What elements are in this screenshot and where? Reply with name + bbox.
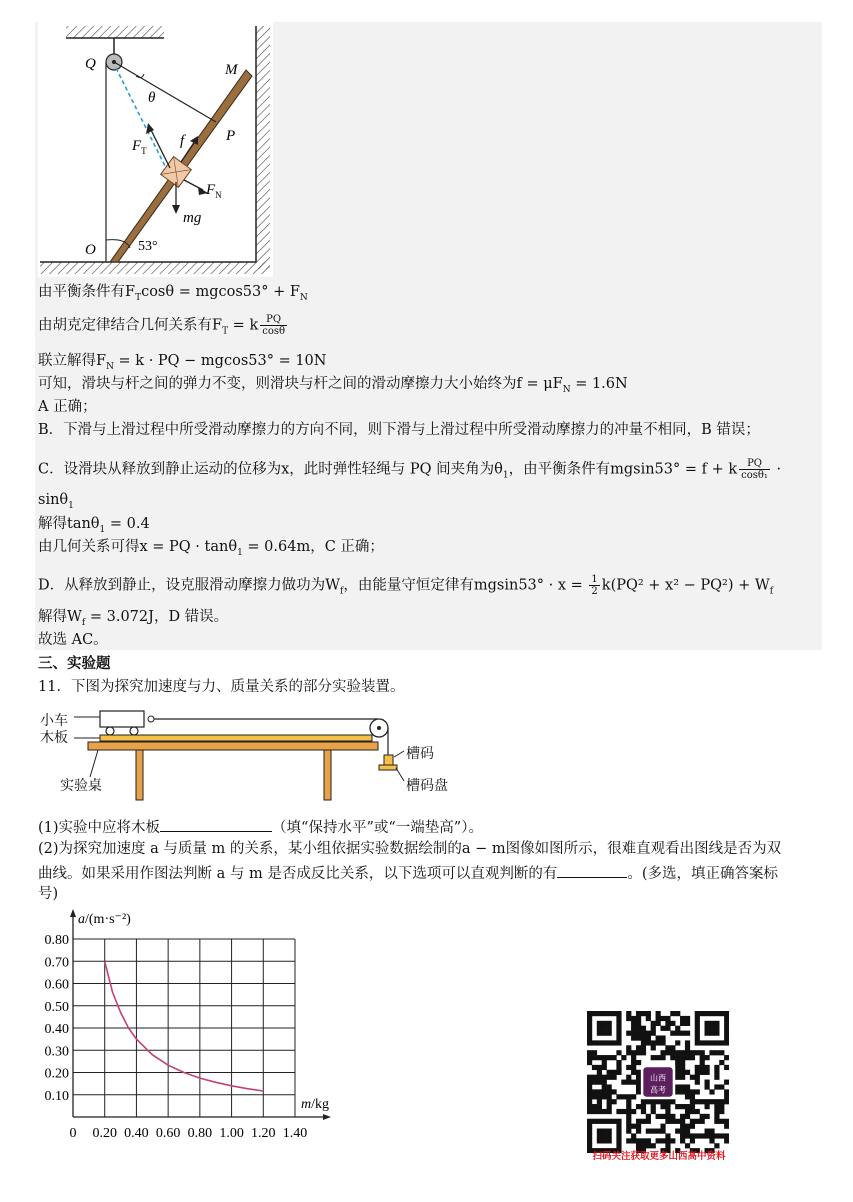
wall-hatch [256,26,270,269]
label-board: 木板 [40,730,68,746]
label-M: M [225,62,238,78]
label-FT: $F_T$ [132,138,147,156]
qr-caption: 扫码关注获取更多山西高中资料 [592,1151,726,1162]
sol-line-11: D．从释放到静止，设克服滑动摩擦力做功为$W_f$，由能量守恒定律有mgsin53° · x = $\frac{1}{2}$ $k(PQ^2 + x^2 - PQ^2) + W_f$ [38,574,774,597]
y-tick-label: 0.40 [44,1022,69,1037]
cart [100,711,144,727]
sol-line-10: 由几何关系可得x = PQ · tanθ$_1$ = 0.64m，C 正确； [38,539,384,558]
y-tick-label: 0.70 [44,955,69,971]
ceiling-hatch [66,26,164,38]
weight [384,755,393,765]
x-tick-label: 0.80 [187,1126,213,1141]
label-53: 53° [138,239,158,254]
q11-part2-line2: 曲线。如果采用作图法判断 a 与 m 是否成反比关系，以下选项可以直观判断的有 。(多选，填正确答案标 [38,863,778,883]
label-Q: Q [85,56,96,72]
label-pan: 槽码盘 [406,778,448,794]
qr-code-image [587,1011,729,1153]
origin-label: 0 [69,1126,77,1141]
label-O: O [85,242,96,258]
label-theta: θ [148,90,156,106]
x-tick-label: 1.40 [282,1126,308,1141]
y-tick-label: 0.80 [44,933,69,948]
x-tick-label: 1.20 [251,1126,276,1141]
label-P: P [226,128,236,144]
sol-line-8: sinθ$_1$ [38,492,74,511]
svg-text:山西: 山西 [650,1073,666,1083]
rod-diagram [38,22,273,277]
floor-hatch [40,262,270,274]
sol-line-7: C．设滑块从释放到静止运动的位移为x，此时弹性轻绳与 PQ 间夹角为$\theta_1$，由平衡条件有mgsin53° = f + k $\frac{PQ}{\text{cosθ₁}}$ · [38,458,782,481]
y-tick-label: 0.50 [44,999,69,1015]
board [100,735,372,741]
x-tick-label: 0.20 [92,1126,117,1141]
a-m-curve [105,961,264,1091]
sol-line-9: 解得tanθ$_1$ = 0.4 [38,516,150,535]
q11-stem: 11．下图为探究加速度与力、质量关系的部分实验装置。 [38,679,405,695]
label-cart: 小车 [40,713,68,729]
label-weight: 槽码 [406,746,434,762]
q11-part2-line1: (2)为探究加速度 a 与质量 m 的关系，某小组依据实验数据绘制的a − m图像如图所示，很难直观看出图线是否为双 [38,841,782,857]
sol-line-2: 由胡克定律结合几何关系有$F_T = k$ $\frac{PQ}{\cos\theta}$ [38,314,286,337]
y-tick-label: 0.30 [44,1044,69,1060]
sol-line-12: 解得$W_f = 3.072J$，D 错误。 [38,609,229,628]
x-tick-label: 1.00 [219,1126,244,1141]
y-tick-label: 0.60 [44,977,69,993]
label-FN: $F_N$ [206,182,222,200]
y-tick-label: 0.20 [44,1066,69,1082]
label-f: f [180,133,185,149]
sol-line-5: A 正确； [38,399,97,415]
sol-line-3: 联立解得$F_N = k$ · PQ − mgcos53° = 10N [38,353,327,372]
y-axis-arrow [70,909,76,917]
q11-part1: (1)实验中应将木板 （填“保持水平”或“一端垫高”）。 [38,817,483,837]
sol-line-1: 由平衡条件有$F_T\cos\theta = mgcos53^\circ + F_N$ [38,284,308,303]
x-tick-label: 0.40 [124,1126,149,1141]
weight-pan [379,765,397,770]
y-axis-label: a/(m·s⁻²) [78,912,131,927]
x-axis-label: m/kg [301,1097,330,1112]
label-mg: mg [183,210,202,226]
apparatus-diagram [38,705,468,805]
svg-text:高考: 高考 [650,1085,666,1095]
y-tick-label: 0.10 [44,1088,69,1104]
q11-part2-line3: 号) [38,886,59,902]
sol-line-13: 故选 AC。 [38,632,108,648]
a-m-chart [30,900,360,1170]
label-table: 实验桌 [60,778,102,794]
answer-blank-1[interactable] [160,817,272,832]
table-top [88,742,378,750]
sol-line-6: B．下滑与上滑过程中所受滑动摩擦力的方向不同，则下滑与上滑过程中所受滑动摩擦力的冲量不相同，B 错误； [38,422,760,438]
x-axis-arrow [323,1114,331,1120]
answer-blank-2[interactable] [557,863,627,878]
sol-line-4: 可知，滑块与杆之间的弹力不变，则滑块与杆之间的滑动摩擦力大小始终为$f = \mu F_N = 1.6N$ [38,376,628,395]
section-heading: 三、实验题 [38,655,111,672]
x-tick-label: 0.60 [155,1126,181,1141]
